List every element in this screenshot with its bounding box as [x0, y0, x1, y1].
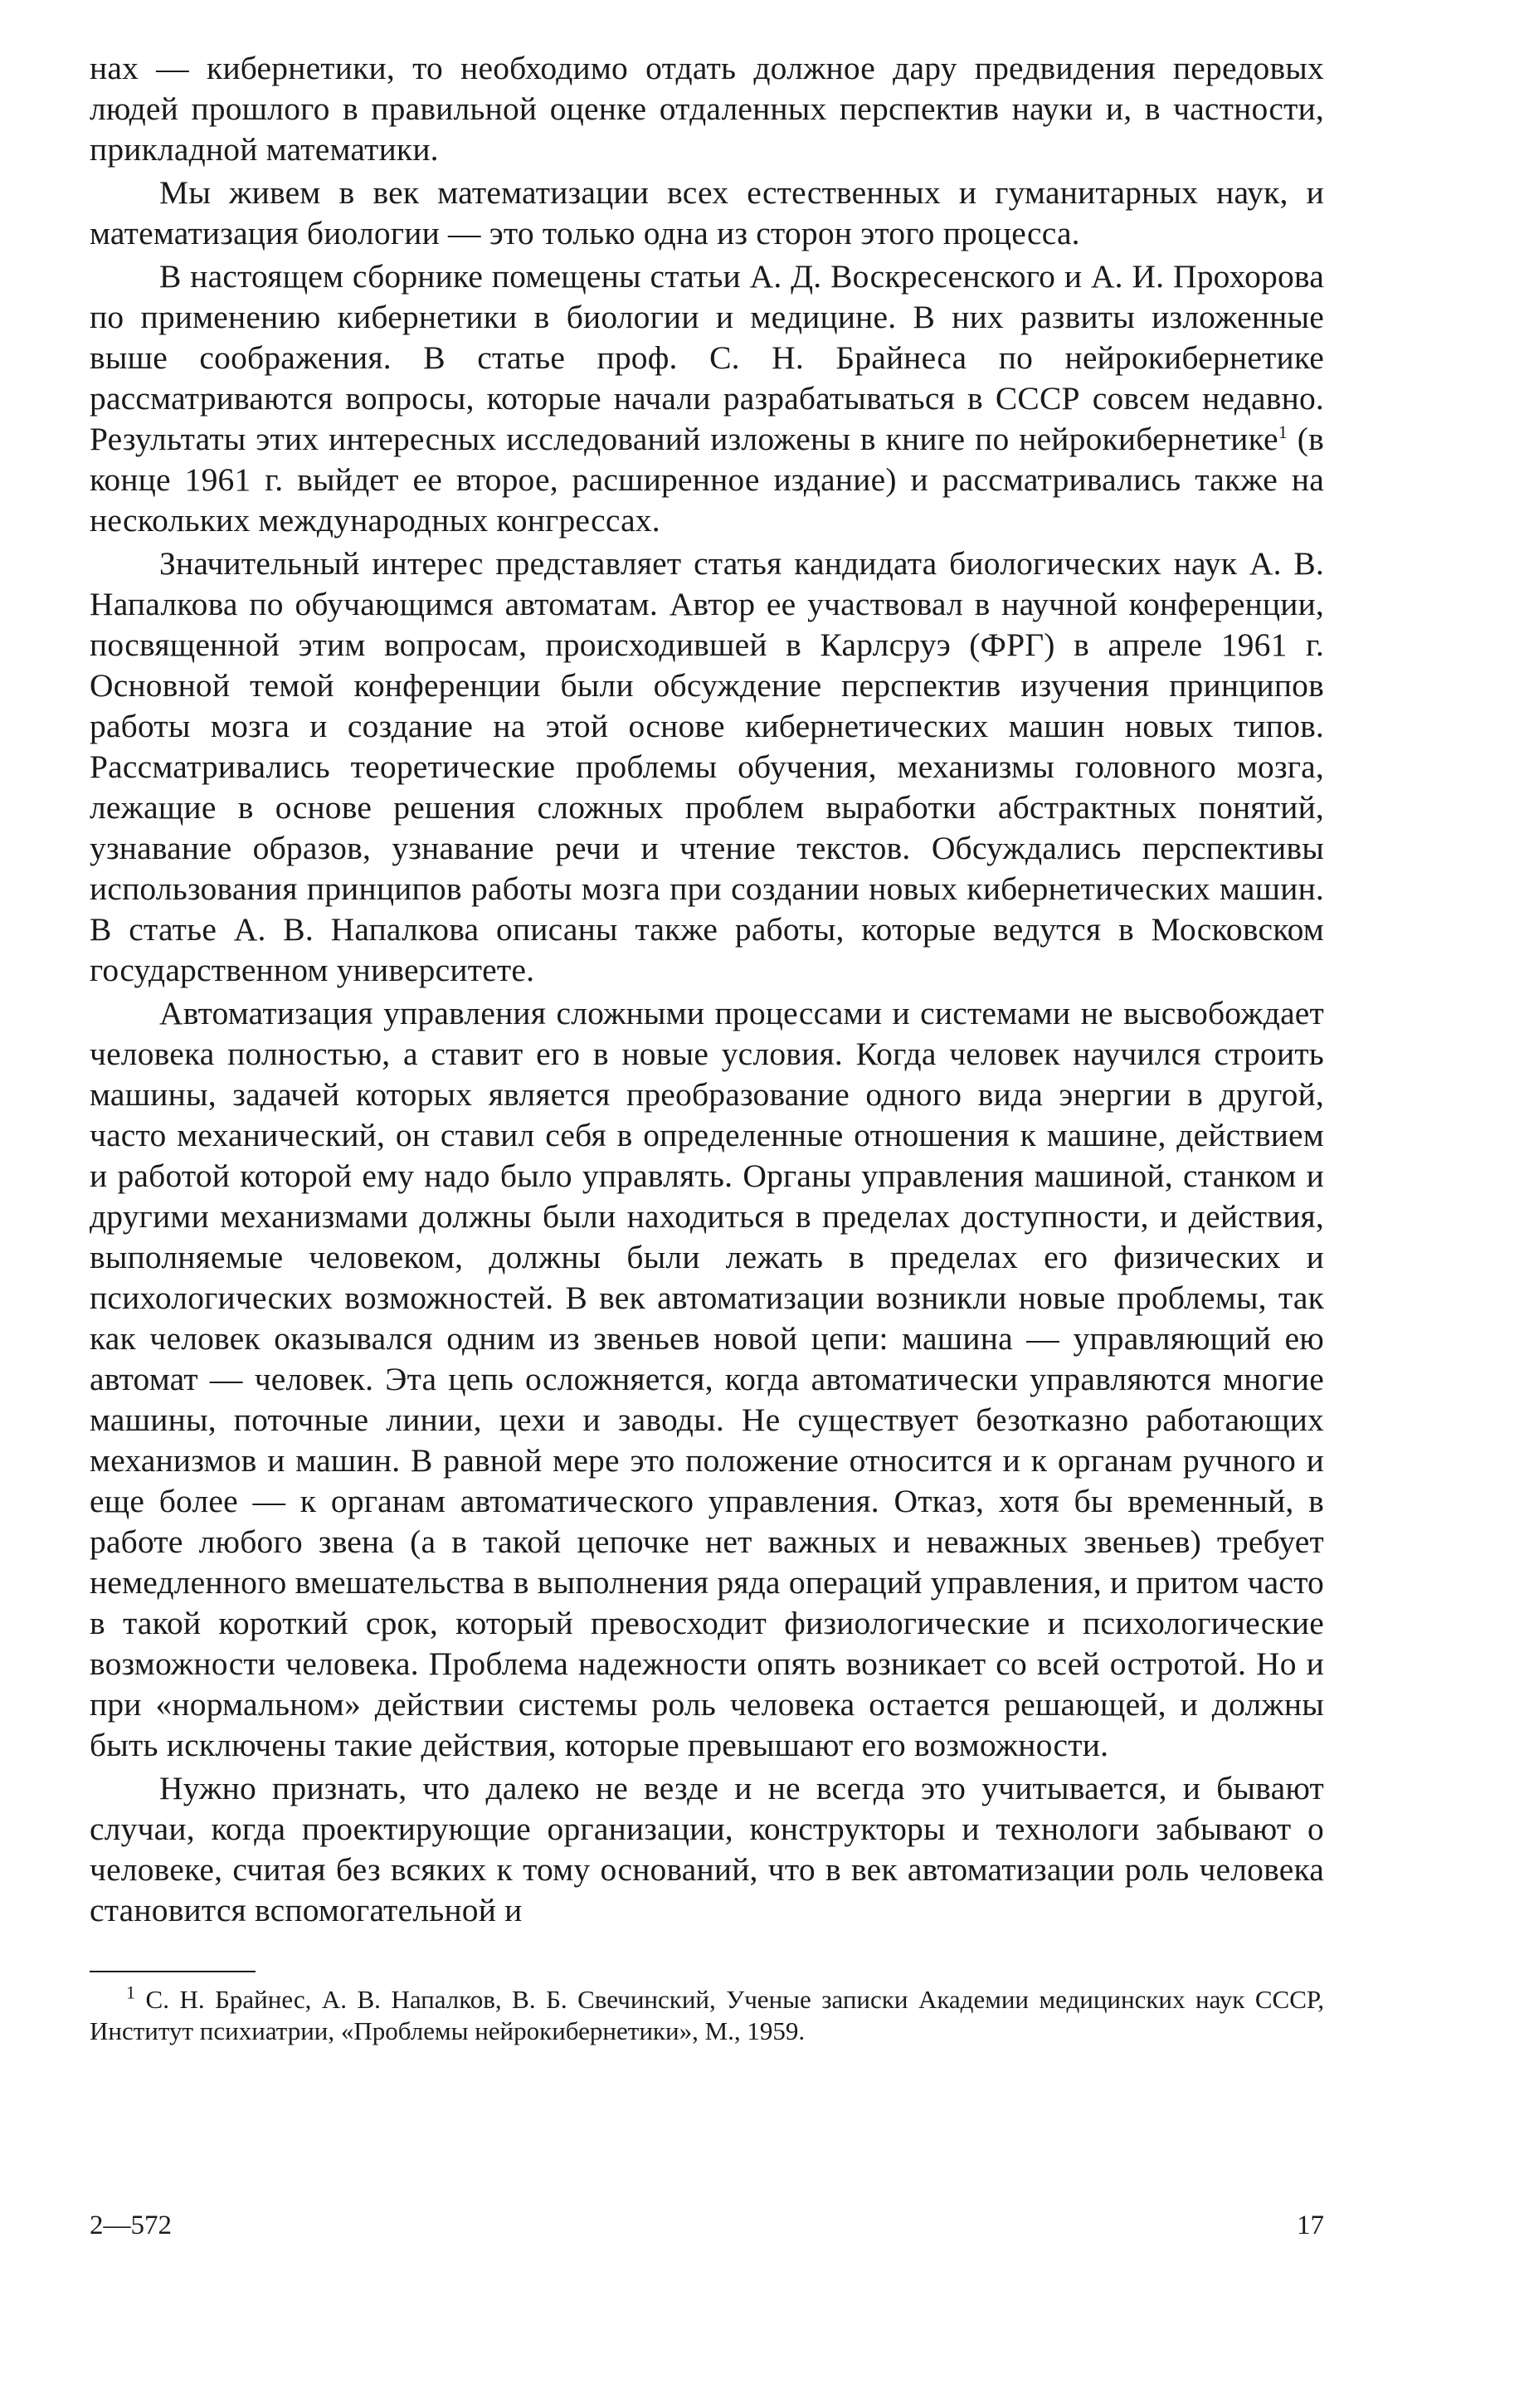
footnote-text: С. Н. Брайнес, А. В. Напалков, В. Б. Свечинский, Ученые записки Академии медицинских наук СССР, Институт психиатрии, «Проблемы нейрокибернетики», М., 1959. — [90, 1985, 1325, 2045]
page-body — [90, 48, 1324, 2047]
paragraph-4: Значительный интерес представляет статья кандидата биологических наук А. В. Напалкова по обучающимся автоматам. Автор ее участвовал в научной конференции, посвященной этим вопросам, происходившей в Карлсруэ (ФРГ) в апреле 1961 г. Основной темой конференции были обсуждение перспектив изучения принципов работы мозга и создание на этой основе кибернетических машин новых типов. Рассматривались теоретические проблемы обучения, механизмы головного мозга, лежащие в основе решения сложных проблем выработки абстрактных понятий, узнавание образов, узнавание речи и чтение текстов. Обсуждались перспективы использования принципов работы мозга при создании новых кибернетических машин. В статье А. В. Напалкова описаны также работы, которые ведутся в Московском государственном университете. — [90, 545, 1324, 988]
page-number: 17 — [1297, 2211, 1324, 2240]
paragraph-3 — [90, 256, 1324, 541]
footnote-mark: 1 — [126, 1981, 135, 2003]
printer-signature: 2—572 — [90, 2211, 172, 2240]
paragraph-3-text: В настоящем сборнике помещены статьи А. Д. Воскресенского и А. И. Прохорова по применению кибернетики в биологии и медицине. В них развиты изложенные выше соображения. В статье проф. С. Н. Брайнеса по нейрокибернетике рассматриваются вопросы, которые начали разрабатываться в СССР совсем недавно. Результаты этих интересных исследований изложены в книге по нейрокибернетике — [90, 258, 1324, 457]
paragraph-1: нах — кибернетики, то необходимо отдать должное дару предвидения передовых людей прошлого в правильной оценке отдаленных перспектив науки и, в частности, прикладной математики. — [90, 50, 1324, 168]
paragraph-5: Автоматизация управления сложными процессами и системами не высвобождает человека полностью, а ставит его в новые условия. Когда человек научился строить машины, задачей которых является преобразование одного вида энергии в другой, часто механический, он ставил себя в определенные отношения к машине, действием и работой которой ему надо было управлять. Органы управления машиной, станком и другими механизмами должны были находиться в пределах доступности, и действия, выполняемые человеком, должны были лежать в пределах его физических и психологических возможностей. В век автоматизации возникли новые проблемы, так как человек оказывался одним из звеньев новой цепи: машина — управляющий ею автомат — человек. Эта цепь осложняется, когда автоматически управляются многие машины, поточные линии, цехи и заводы. Не существует безотказно работающих механизмов и машин. В равной мере это положение относится и к органам ручного и еще более — к органам автоматического управления. Отказ, хотя бы временный, в работе любого звена (а в такой цепочке нет важных и неважных звеньев) требует немедленного вмешательства в выполнения ряда операций управления, и притом часто в такой короткий срок, который превосходит физиологические и психологические возможности человека. Проблема надежности опять возникает со всей остротой. Но и при «нормальном» действии системы роль человека остается решающей, и должны быть исключены такие действия, которые превышают его возможности. — [90, 995, 1324, 1763]
paragraph-6: Нужно признать, что далеко не везде и не всегда это учитывается, и бывают случаи, когда проектирующие организации, конструкторы и технологи забывают о человеке, считая без всяких к тому оснований, что в век автоматизации роль человека становится вспомогательной и — [90, 1770, 1324, 1928]
footnote-reference: 1 — [1278, 421, 1288, 442]
paragraph-2: Мы живем в век математизации всех естественных и гуманитарных наук, и математизация биологии — это только одна из сторон этого процесса. — [90, 174, 1324, 251]
footnote-divider — [90, 1971, 256, 1972]
paragraph-3-tail: (в конце 1961 г. выйдет ее второе, расширенное издание) и рассматривались также на нескольких международных конгрессах. — [90, 421, 1324, 539]
footnote — [90, 1981, 1325, 2047]
